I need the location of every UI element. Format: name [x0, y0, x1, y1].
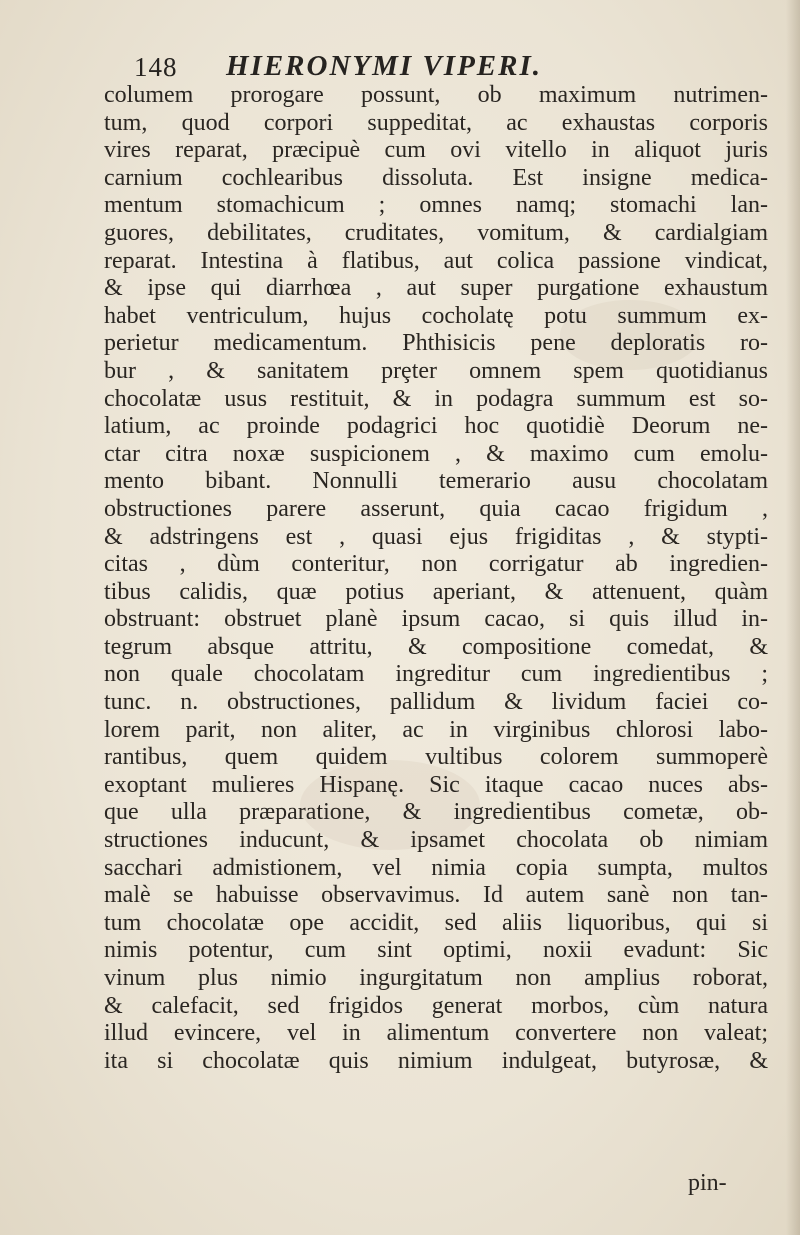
running-head: HIERONYMI VIPERI.: [226, 50, 543, 82]
text-line: tum, quod corpori suppeditat, ac exhaustas corporis: [104, 109, 768, 136]
text-line: chocolatæ usus restituit, & in podagra summum est so-: [104, 385, 768, 412]
text-line: sacchari admistionem, vel nimia copia sumpta, multos: [104, 854, 768, 881]
text-line: rantibus, quem quidem vultibus colorem summoperè: [104, 744, 768, 771]
text-line: obstructiones parere asserunt, quia cacao frigidum ,: [104, 495, 768, 522]
text-line: vinum plus nimio ingurgitatum non amplius roborat,: [104, 965, 768, 991]
text-line: mento bibant. Nonnulli temerario ausu chocolatam: [104, 468, 768, 495]
text-line: latium, ac proinde podagrici hoc quotidiè Deorum ne-: [104, 413, 768, 440]
text-line: columem prorogare possunt, ob maximum nutrimen-: [104, 82, 768, 108]
text-line: que ulla præparatione, & ingredientibus cometæ, ob-: [104, 799, 768, 826]
text-line: & calefacit, sed frigidos generat morbos, cùm natura: [104, 992, 768, 1019]
text-line: obstruant: obstruet planè ipsum cacao, si quis illud in-: [104, 606, 768, 633]
text-line: mentum stomachicum ; omnes namq; stomachi lan-: [104, 192, 768, 219]
text-line: tibus calidis, quæ potius aperiant, & attenuent, quàm: [104, 578, 768, 605]
page-edge-shadow: [786, 0, 800, 1235]
text-line: illud evincere, vel in alimentum convertere non valeat;: [104, 1020, 768, 1047]
text-line: tum chocolatæ ope accidit, sed aliis liquoribus, qui si: [104, 909, 768, 936]
text-line: malè se habuisse observavimus. Id autem sanè non tan-: [104, 882, 768, 909]
text-line: bur , & sanitatem prȩter omnem spem quotidianus: [104, 357, 768, 384]
text-line: exoptant mulieres Hispanę. Sic itaque cacao nuces abs-: [104, 771, 768, 798]
text-line: & adstringens est , quasi ejus frigiditas , & stypti-: [104, 523, 768, 550]
text-line: tegrum absque attritu, & compositione comedat, &: [104, 633, 768, 660]
text-line: vires reparat, præcipuè cum ovi vitello in aliquot juris: [104, 137, 768, 164]
text-line: guores, debilitates, cruditates, vomitum, & cardialgiam: [104, 219, 768, 246]
text-line: habet ventriculum, hujus cocholatę potu summum ex-: [104, 302, 768, 329]
text-line: perietur medicamentum. Phthisicis pene deploratis ro-: [104, 330, 768, 357]
text-line: structiones inducunt, & ipsamet chocolata ob nimiam: [104, 827, 768, 854]
text-line: ctar citra noxæ suspicionem , & maximo cum emolu-: [104, 440, 768, 467]
text-line: tunc. n. obstructiones, pallidum & lividum faciei co-: [104, 689, 768, 716]
text-line: & ipse qui diarrhœa , aut super purgatione exhaustum: [104, 275, 768, 302]
catchword: pin-: [688, 1170, 727, 1196]
text-line: carnium cochlearibus dissoluta. Est insigne medica-: [104, 164, 768, 191]
text-line: lorem parit, non aliter, ac in virginibus chlorosi labo-: [104, 716, 768, 743]
text-line: non quale chocolatam ingreditur cum ingredientibus ;: [104, 661, 768, 688]
text-line: nimis potentur, cum sint optimi, noxii evadunt: Sic: [104, 937, 768, 964]
text-line: reparat. Intestina à flatibus, aut colica passione vindicat,: [104, 247, 768, 274]
text-line: ita si chocolatæ quis nimium indulgeat, butyrosæ, &: [104, 1047, 768, 1074]
text-line: citas , dùm conteritur, non corrigatur ab ingredien-: [104, 551, 768, 578]
page-number: 148: [134, 52, 178, 82]
body-text: [104, 82, 768, 1075]
